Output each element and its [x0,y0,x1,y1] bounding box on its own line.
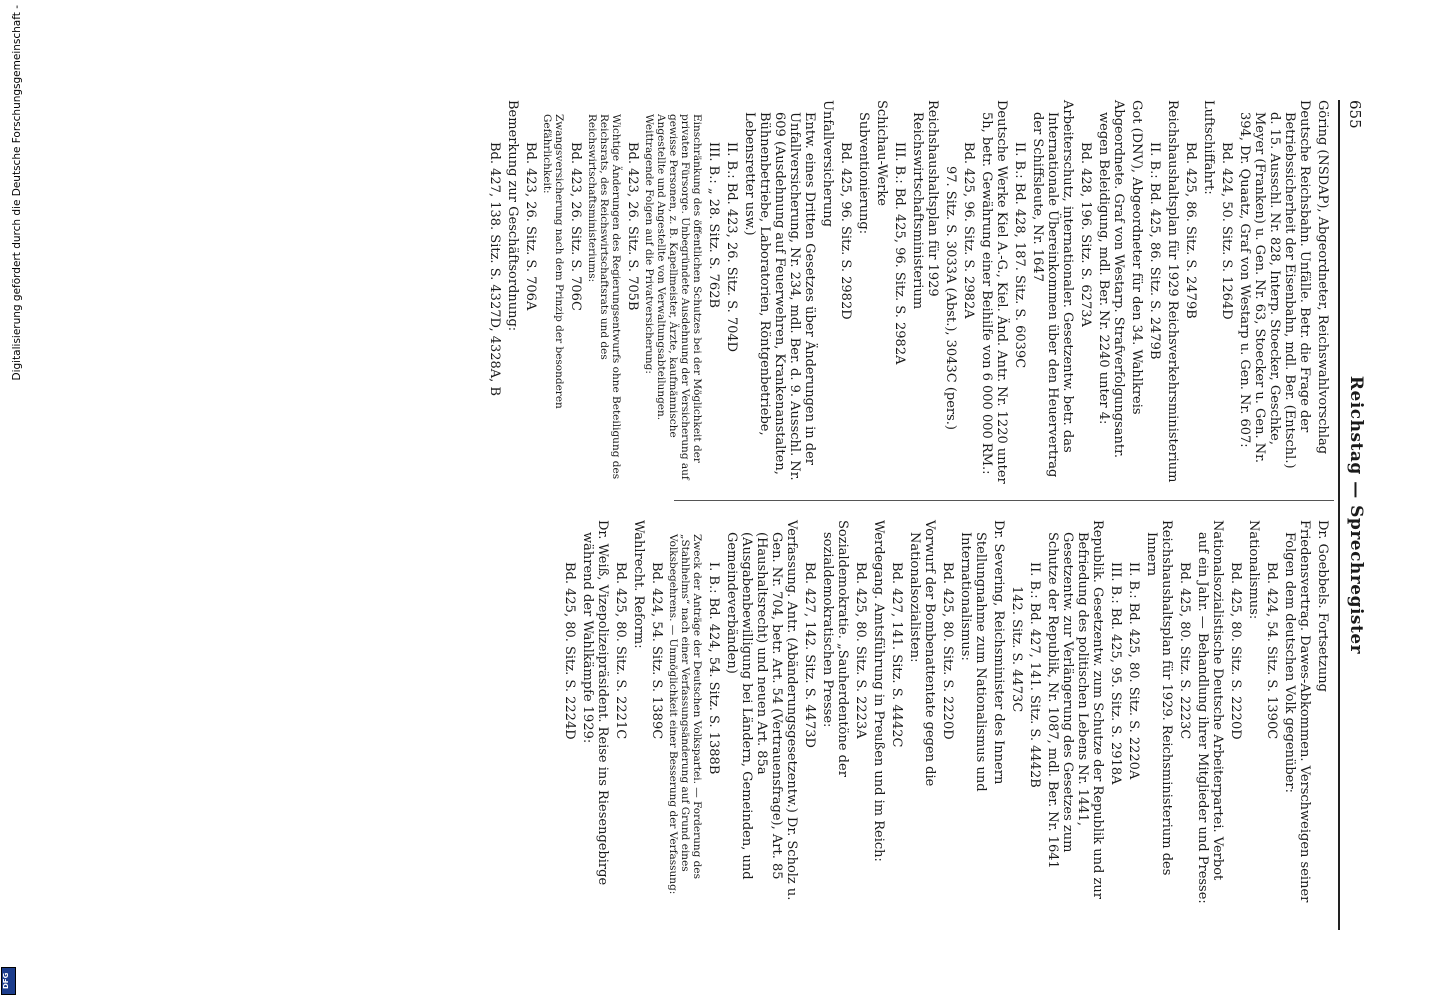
index-entry: Sozialdemokratie. „Sauherdentöne der sozialdemokratischen Presse: [820,520,850,777]
index-entry: III. B.: „ 28. Sitz. S. 762B [706,142,721,309]
index-entry: Luftschiffahrt: [1201,100,1216,195]
index-entry: Bd. 427, 142. Sitz. S. 4473D [802,562,817,748]
index-entry: Unfallversicherung [820,100,835,227]
rotated-page-content [100,100,1370,930]
index-entry: Arbeiterschutz, internationaler. Gesetzentw. betr. das Internationale Übereinkommen über den Heuervertrag der Schiffsleute, Nr. 1647 [1030,100,1075,478]
index-entry: Reichshaushaltsplan für 1929 Reichswirtschaftsministerium [910,100,940,310]
index-entry: Zwangsversicherung nach dem Prinzip der besonderen Gefährlichkeit: [541,114,565,409]
index-entry: Subventionierung: [856,112,871,235]
index-entry: Nationalsozialistische Deutsche Arbeiterpartei. Verbot auf ein Jahr. — Behandlung ihrer Mitglieder und Presse: [1195,520,1225,904]
index-entry: Vorwurf der Bombenattentate gegen die Nationalsozialisten: [907,520,937,787]
index-entry: Bd. 423, 26. Sitz. S. 706A [523,142,538,311]
index-entry: Deutsche Werke Kiel A.-G., Kiel. Änd. Antr. Nr. 1220 unter 5h, betr. Gewährung einer Beihilfe von 6 000 000 RM.: [979,100,1009,484]
index-entry: Bd. 427, 138. Sitz. S. 4327D, 4328A, B [487,142,502,397]
dfg-logo: DFG [1,967,16,995]
index-column-left [484,100,1330,485]
index-entry: Friedensvertrag. Dawes-Abkommen. Verschweigen seiner Folgen dem deutschen Volk gegenüber: [1282,520,1312,903]
index-entry: Bd. 425, 80. Sitz. S. 2220D [1228,562,1243,740]
index-entry: Zweck der Anträge der Deutschen Volkspartei. — Forderung des „Stahlhelms“ nach einer Verfassungsänderung auf Grund eines Volksbegehrens. — Unmöglichkeit einer Besserung der Verfassung: [667,534,703,895]
index-entry: Werdegang. Amtsführung in Preußen und im Reich: [871,520,886,862]
index-entry: Bd. 425, 80. Sitz. S. 2223A [853,562,868,739]
column-divider [674,500,1334,501]
index-entry: Bd. 425, 80. Sitz. S. 2224D [562,562,577,740]
index-entry: Bd. 425, 80. Sitz. S. 2220D [940,562,955,740]
index-entry: II. B.: Bd. 428, 187. Sitz. S. 6039C [1012,142,1027,369]
index-entry: Bd. 427, 141. Sitz. S. 4442C [889,562,904,748]
index-entry: II. B.: Bd. 425, 80. Sitz. S. 2220A [1126,562,1141,780]
index-entry: Bd. 425, 86. Sitz. S. 2479B [1183,142,1198,319]
index-entry: Abgeordnete. Graf von Westarp. Strafverfolgungsantr. wegen Beleidigung, mdl. Ber. Nr. 2240 unter 4: [1096,100,1126,459]
index-entry: Dr. Severing, Reichsminister des Innern [991,520,1006,785]
index-entry: Bd. 424, 54. Sitz. S. 1390C [1264,562,1279,740]
index-entry: Bd. 425, 96. Sitz. S. 2982A [961,142,976,319]
index-entry: Bemerkung zur Geschäftsordnung: [505,100,520,332]
index-entry: III. B.: Bd. 425, 96. Sitz. S. 2982A [892,142,907,365]
credit-text: Digitalisierung gefördert durch die Deutsche Forschungsgemeinschaft - [11,5,23,381]
page-header [1338,100,1370,930]
index-entry: I. B.: Bd. 424, 54. Sitz. S. 1388B [706,562,721,775]
index-entry: III. B.: Bd. 425, 95. Sitz. S. 2918A [1108,562,1123,785]
index-entry: Nationalismus: [1246,520,1261,620]
index-entry: II. B.: Bd. 423, 26. Sitz. S. 704D [724,142,739,353]
index-entry: Republik. Gesetzentw. zum Schutze der Republik und zur Befriedung des politischen Lebens Nr. 1441, Gesetzentw. zur Verlängerung des Gesetzes zum Schutze der Republik, Nr. 1087, mdl. Ber. Nr. 1641 [1045,520,1105,899]
index-entry: Einschränkung des öffentlichen Schutzes bei der Möglichkeit der privaten Fürsorge. Unbegründete Ausdehnung der Versicherung auf gewisse Personen, z. B. Kapellmeister, Ärzte, kaufmännische Angestellte und Angestellte von Verwaltungsabteilungen. Weittragende Folgen auf die Privatversicherung: [643,114,703,480]
index-entry: Verfassung. Antr. (Abänderungsgesetzentw.) Dr. Scholz u. Gen. Nr. 704, betr. Art. 54 (Vertrauensfrage), Art. 85 (Haushaltsrecht) und neuen Art. 85a (Ausgabenbewilligung bei Ländern, Gemeinden, und Gemeindeverbänden) [724,520,799,901]
index-entry: Wichtige Änderungen des Regierungsentwurfs ohne Beteiligung des Reichsrats, des Reichswirtschaftsrats und des Reichswirtschaftsministeriums: [586,114,622,480]
index-entry: Reichshaushaltsplan für 1929 Reichsverkehrsministerium [1165,100,1180,483]
index-entry: Schichau-Werke [874,100,889,206]
digitization-credit [10,5,24,995]
index-entry: Stellungnahme zum Nationalismus und Internationalismus: [958,532,988,792]
index-entry: Got (DNV), Abgeordneter für den 34. Wahlkreis [1129,100,1144,415]
index-entry: Bd. 424, 50. Sitz. S. 1264D [1219,142,1234,320]
index-column-right [559,520,1330,905]
page-number: 655 [1346,100,1364,129]
index-entry: Reichshaushaltsplan für 1929. Reichsministerium des Innern [1144,520,1174,876]
index-entry: II. B.: Bd. 427, 141. Sitz. S. 4442B [1027,562,1042,788]
index-entry: 142. Sitz. S. 4473C [1009,586,1024,713]
index-entry: Bd. 424, 54. Sitz. S. 1389C [649,562,664,740]
index-entry: Deutsche Reichsbahn. Unfälle. Betr. die Frage der Betriebssicherheit der Eisenbahn, mdl. Ber. (Entschl.) d. 15. Ausschl. Nr. 828, Interp. Stoecker, Geschke, Meyer (Franken) u. Gen. Nr. 63, Stoecker u. Gen. Nr. 394, Dr. Quaatz, Graf von Westarp u. Gen. Nr. 607: [1237,100,1312,469]
index-entry: 97. Sitz. S. 3033A (Abst.), 3043C (pers.) [943,166,958,431]
index-entry: Bd. 425, 80. Sitz. S. 2223C [1177,562,1192,740]
running-head: Reichstag — Sprechregister [1346,375,1366,655]
index-entry: Bd. 423, 26. Sitz. S. 706C [568,142,583,311]
index-entry: Dr. Weiß, Vizepolizeipräsident. Reise ins Riesengebirge während der Wahlkämpfe 1929: [580,520,610,886]
index-entry: Bd. 423, 26. Sitz. S. 705B [625,142,640,311]
index-entry: Dr. Goebbels. Fortsetzung [1315,520,1330,692]
index-entry: Bd. 428, 196. Sitz. S. 6273A [1078,142,1093,327]
index-entry: Wahlrecht. Reform: [631,520,646,649]
index-entry: Entw. eines Dritten Gesetzes über Änderungen in der Unfallversicherung, Nr. 234, mdl. Ber. d. 9. Ausschl. Nr. 609 (Ausdehnung auf Feuerwehren, Krankenanstalten, Bühnenbetriebe, Laboratorien, Röntgenbetriebe, Lebensretter usw.) [742,112,817,481]
index-entry: Göring (NSDAP), Abgeordneter, Reichswahlvorschlag [1315,100,1330,455]
index-entry: Bd. 425, 96. Sitz. S. 2982D [838,142,853,320]
index-entry: II. B.: Bd. 425, 86. Sitz. S. 2479B [1147,142,1162,360]
index-entry: Bd. 425, 80. Sitz. S. 2221C [613,562,628,740]
